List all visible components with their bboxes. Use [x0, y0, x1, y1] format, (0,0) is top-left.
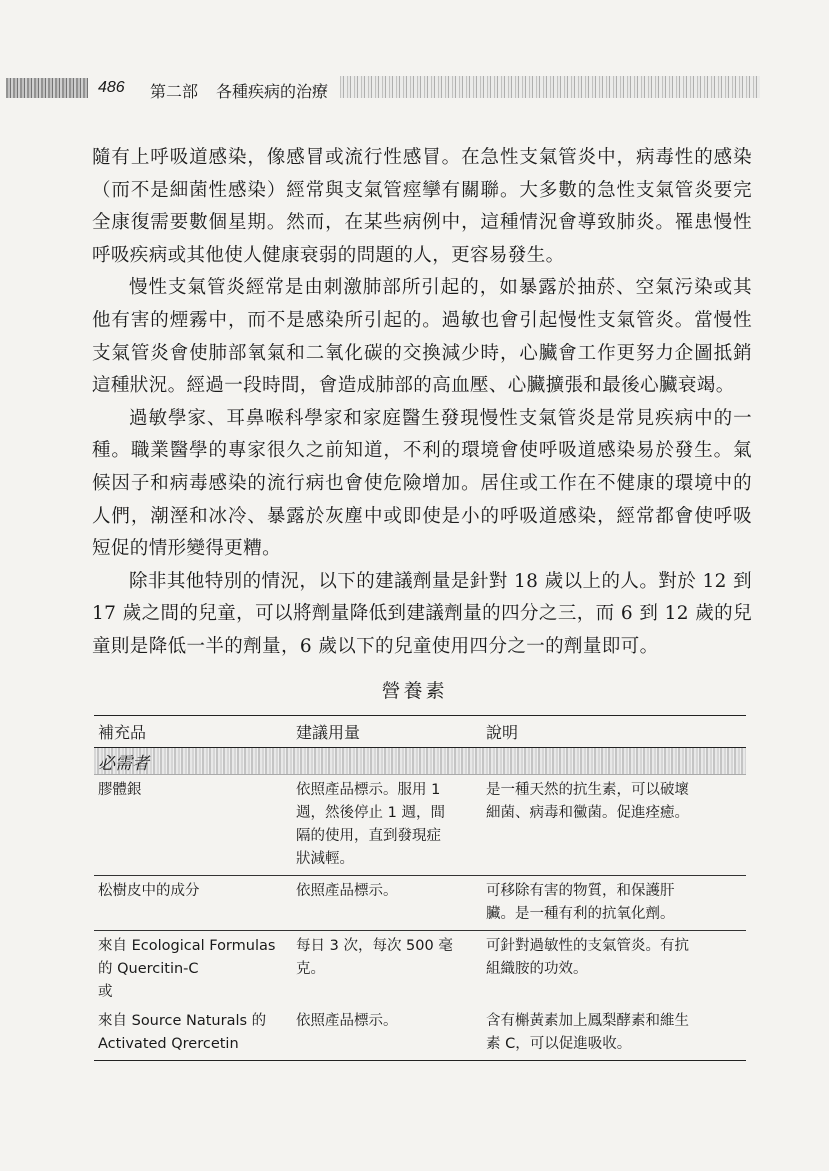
part-title: 第二部 — [150, 82, 199, 101]
header-decorative-band-right — [340, 76, 760, 98]
dosage-cell — [292, 935, 482, 1004]
cell-text: 來自 Ecological Formulas — [98, 938, 276, 954]
note-cell — [482, 880, 746, 926]
dosage-cell — [292, 880, 482, 926]
table-subrow — [94, 1010, 746, 1056]
dosage-cell — [292, 1010, 482, 1056]
cell-text: 膠體銀 — [98, 782, 142, 798]
page-header — [0, 70, 829, 106]
header-decorative-band — [6, 78, 88, 98]
cell-text: 週，然後停止 1 週，間 — [296, 805, 445, 821]
note-cell — [482, 779, 746, 871]
cell-text: Activated Qrercetin — [98, 1036, 239, 1052]
paragraph: 除非其他特別的情況，以下的建議劑量是針對 18 歲以上的人。對於 12 到 17 歲之間的兒童，可以將劑量降低到建議劑量的四分之三，而 6 到 12 歲的兒童則是降低一半的劑量，6 歲以下的兒童使用四分之一的劑量即可。 — [92, 570, 752, 657]
table-subrow — [94, 935, 746, 1004]
cell-text: 狀減輕。 — [296, 851, 354, 867]
cell-text: 素 C，可以促進吸收。 — [486, 1036, 632, 1052]
cell-text: 含有槲黃素加上鳳梨酵素和維生 — [486, 1013, 689, 1029]
table-row — [94, 775, 746, 876]
note-cell — [482, 1010, 746, 1056]
category-label: 必需者 — [94, 748, 746, 775]
table-header-row — [94, 715, 746, 748]
supplement-cell — [94, 779, 292, 871]
cell-text: 可針對過敏性的支氣管炎。有抗 — [486, 938, 689, 954]
column-header-notes: 說明 — [486, 723, 519, 742]
table-row — [94, 931, 746, 1061]
body-text — [92, 142, 752, 664]
paragraph: 隨有上呼吸道感染，像感冒或流行性感冒。在急性支氣管炎中，病毒性的感染（而不是細菌性感染）經常與支氣管痙攣有關聯。大多數的急性支氣管炎要完全康復需要數個星期。然而，在某些病例中，這種情況會導致肺炎。罹患慢性呼吸疾病或其他使人健康衰弱的問題的人，更容易發生。 — [92, 147, 752, 266]
supplement-cell — [94, 935, 292, 1004]
cell-text: 臟。是一種有利的抗氧化劑。 — [486, 906, 675, 922]
section-title: 營養素 — [381, 680, 448, 702]
cell-text: 來自 Source Naturals 的 — [98, 1013, 267, 1029]
chapter-title: 各種疾病的治療 — [216, 82, 329, 101]
paragraph: 過敏學家、耳鼻喉科學家和家庭醫生發現慢性支氣管炎是常見疾病中的一種。職業醫學的專家很久之前知道，不利的環境會使呼吸道感染易於發生。氣候因子和病毒感染的流行病也會使危險增加。居住或工作在不健康的環境中的人們，潮溼和冰冷、暴露於灰塵中或即使是小的呼吸道感染，經常都會使呼吸短促的情形變得更糟。 — [92, 407, 752, 560]
cell-text: 依照產品標示。 — [296, 883, 398, 899]
column-header-supplement: 補充品 — [98, 723, 147, 742]
supplement-cell — [94, 1010, 292, 1056]
cell-text: 依照產品標示。服用 1 — [296, 782, 441, 798]
cell-text: 或 — [98, 984, 113, 1000]
cell-text: 依照產品標示。 — [296, 1013, 398, 1029]
cell-text: 組織胺的功效。 — [486, 961, 588, 977]
cell-text: 是一種天然的抗生素，可以破壞 — [486, 782, 689, 798]
cell-text: 克。 — [296, 961, 325, 977]
dosage-cell — [292, 779, 482, 871]
page-number: 486 — [98, 79, 125, 96]
cell-text: 每日 3 次，每次 500 毫 — [296, 938, 453, 954]
note-cell — [482, 935, 746, 1004]
supplement-table — [94, 715, 746, 1061]
supplement-cell — [94, 880, 292, 926]
cell-text: 的 Quercitin-C — [98, 961, 199, 977]
cell-text: 松樹皮中的成分 — [98, 883, 200, 899]
column-header-dosage: 建議用量 — [296, 723, 361, 742]
cell-text: 細菌、病毒和黴菌。促進痊癒。 — [486, 805, 689, 821]
paragraph: 慢性支氣管炎經常是由刺激肺部所引起的，如暴露於抽菸、空氣污染或其他有害的煙霧中，而不是感染所引起的。過敏也會引起慢性支氣管炎。當慢性支氣管炎會使肺部氧氣和二氧化碳的交換減少時，心臟會工作更努力企圖抵銷這種狀況。經過一段時間，會造成肺部的高血壓、心臟擴張和最後心臟衰竭。 — [92, 277, 752, 397]
cell-text: 隔的使用，直到發現症 — [296, 828, 441, 844]
table-row — [94, 876, 746, 931]
cell-text: 可移除有害的物質，和保護肝 — [486, 883, 675, 899]
